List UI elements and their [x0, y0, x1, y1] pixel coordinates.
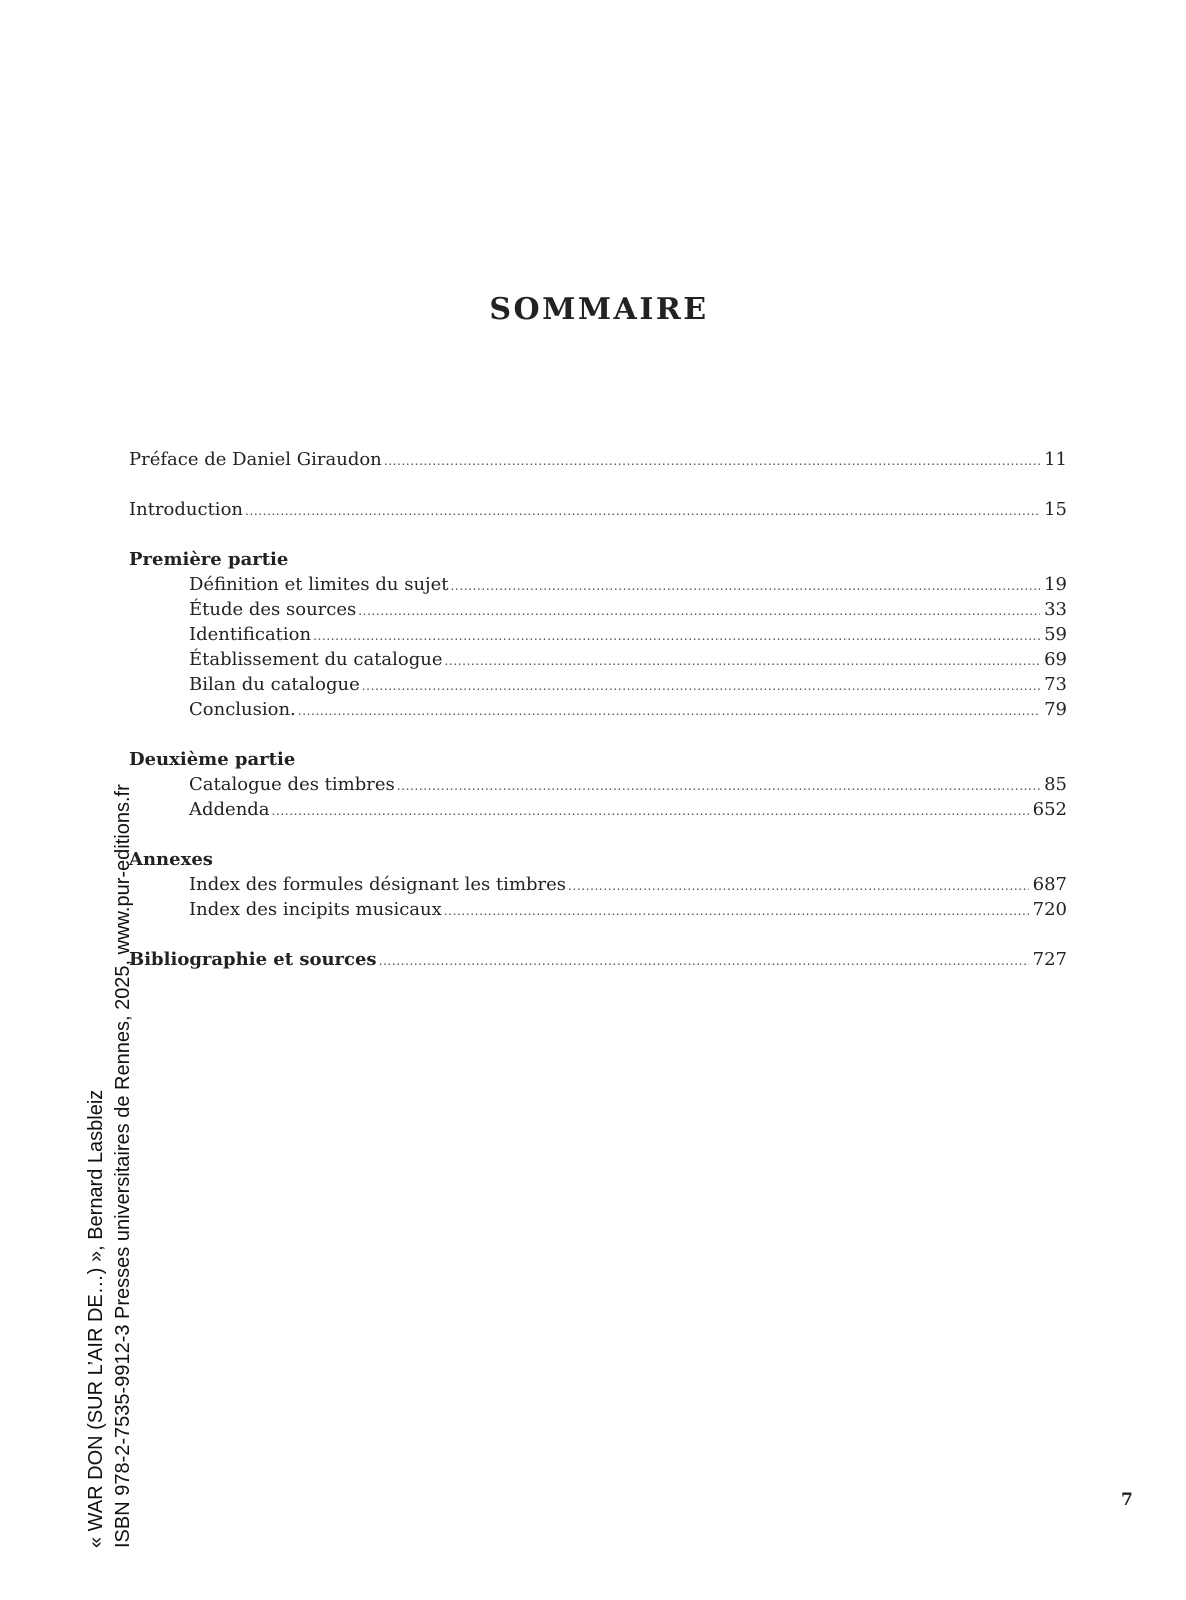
toc-entry-page: 11	[1044, 449, 1067, 470]
toc-dot-leader	[313, 624, 1040, 649]
toc-dot-leader	[444, 899, 1029, 924]
toc-entry-label: Préface de Daniel Giraudon	[129, 449, 382, 470]
toc-entry	[129, 647, 1067, 672]
toc-block-part2	[129, 747, 1067, 822]
toc-entry	[129, 897, 1067, 922]
toc-dot-leader	[397, 774, 1040, 799]
toc-entry-preface	[129, 447, 1067, 472]
toc-block-annexes	[129, 847, 1067, 922]
toc-entry	[129, 572, 1067, 597]
toc-entry-page: 720	[1032, 899, 1067, 920]
toc-entry-label: Définition et limites du sujet	[189, 574, 449, 595]
toc-entry-introduction	[129, 497, 1067, 522]
toc-entry-page: 687	[1032, 874, 1067, 895]
toc-entry-label: Conclusion.	[189, 699, 296, 720]
toc-entry	[129, 672, 1067, 697]
toc-entry	[129, 597, 1067, 622]
side-copyright-note	[83, 784, 137, 1548]
toc-entry	[129, 697, 1067, 722]
toc-dot-leader	[568, 874, 1029, 899]
toc-dot-leader	[245, 499, 1040, 524]
side-note-line-title: « WAR DON (SUR L’AIR DE…) », Bernard Lasbleiz	[85, 1089, 107, 1548]
toc-block-preface	[129, 447, 1067, 472]
toc-section-heading-annexes: Annexes	[129, 849, 213, 870]
toc-block-part1	[129, 547, 1067, 722]
toc-entry-page: 59	[1044, 624, 1067, 645]
toc-dot-leader	[445, 649, 1041, 674]
toc-dot-leader	[298, 699, 1040, 724]
toc-entry-page: 85	[1044, 774, 1067, 795]
toc-entry-bibliography	[129, 947, 1067, 972]
toc-entry-page: 33	[1044, 599, 1067, 620]
toc-section-heading-part2: Deuxième partie	[129, 749, 296, 770]
toc-entry-label: Étude des sources	[189, 599, 357, 620]
toc-entry	[129, 772, 1067, 797]
toc-entry	[129, 622, 1067, 647]
toc-entry-label: Catalogue des timbres	[189, 774, 395, 795]
toc-entry-label: Addenda	[189, 799, 270, 820]
toc-entry-label: Bilan du catalogue	[189, 674, 360, 695]
toc-entry-page: 727	[1032, 949, 1067, 970]
toc-entry-page: 15	[1044, 499, 1067, 520]
toc-entry-label: Identification	[189, 624, 312, 645]
toc-entry-page: 69	[1044, 649, 1067, 670]
toc-entry	[129, 872, 1067, 897]
toc-entry-label: Introduction	[129, 499, 243, 520]
toc-dot-leader	[272, 799, 1029, 824]
toc-dot-leader	[451, 574, 1041, 599]
toc-block-bibliography	[129, 947, 1067, 972]
toc-entry	[129, 797, 1067, 822]
toc-entry-page: 79	[1044, 699, 1067, 720]
toc-dot-leader	[379, 949, 1029, 974]
toc-entry-label: Index des incipits musicaux	[189, 899, 442, 920]
toc-dot-leader	[362, 674, 1040, 699]
toc-dot-leader	[358, 599, 1040, 624]
toc-entry-label: Index des formules désignant les timbres	[189, 874, 567, 895]
page-title: SOMMAIRE	[489, 292, 709, 327]
toc-entry-label: Bibliographie et sources	[129, 949, 377, 970]
toc-block-introduction	[129, 497, 1067, 522]
table-of-contents	[129, 447, 1067, 997]
toc-entry-page: 652	[1032, 799, 1067, 820]
toc-entry-page: 19	[1044, 574, 1067, 595]
toc-entry-label: Établissement du catalogue	[189, 649, 443, 670]
toc-section-heading-part1: Première partie	[129, 549, 289, 570]
page-number: 7	[1121, 1490, 1133, 1510]
toc-dot-leader	[384, 449, 1040, 474]
toc-entry-page: 73	[1044, 674, 1067, 695]
side-note-line-publisher: ISBN 978-2-7535-9912-3 Presses universitaires de Rennes, 2025, www.pur-editions.fr	[112, 784, 134, 1548]
